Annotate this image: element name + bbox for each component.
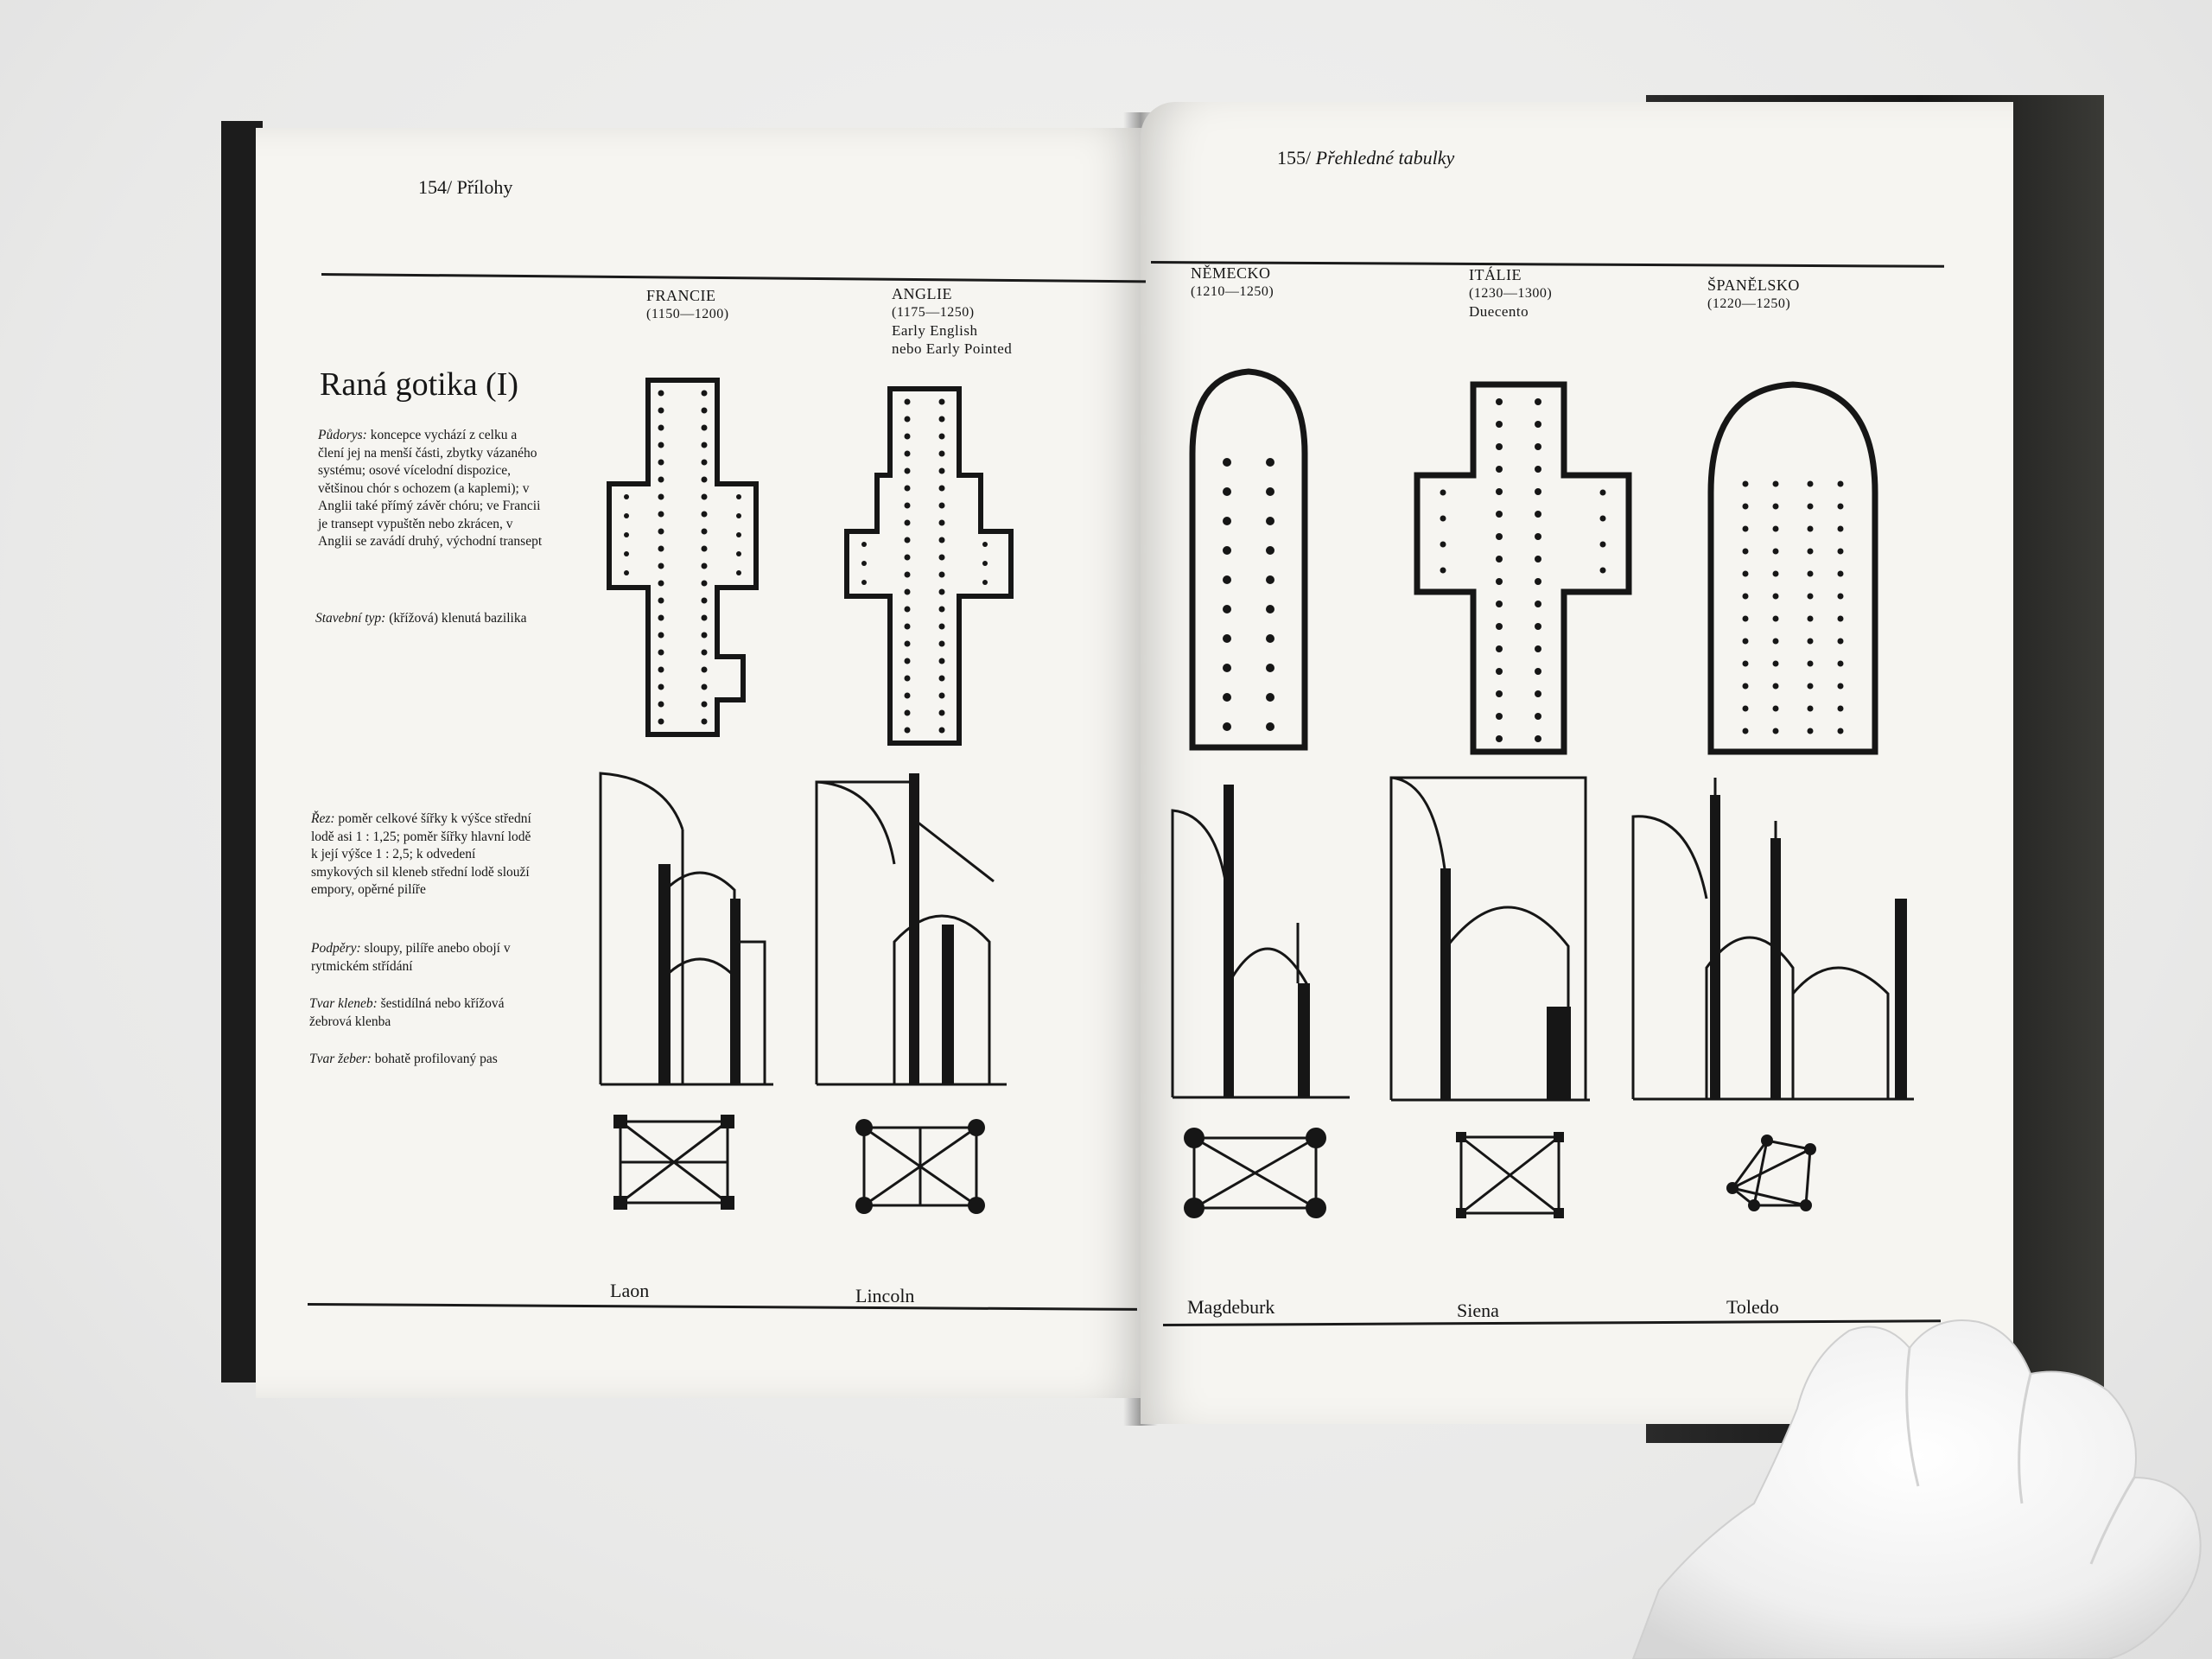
pier-mark: [1808, 481, 1814, 487]
pier-mark: [702, 477, 708, 483]
pier-mark: [905, 486, 911, 492]
pier-mark: [658, 702, 664, 708]
pier-mark: [939, 607, 945, 613]
header-italie: [1469, 266, 1552, 321]
pier-mark: [1838, 661, 1844, 667]
pier-mark: [658, 632, 664, 639]
pier-mark: [905, 468, 911, 474]
period-dates: (1230—1300): [1469, 286, 1553, 301]
pier-mark: [736, 513, 741, 518]
period-dates: (1220—1250): [1707, 296, 1791, 311]
pier-mark: [658, 442, 664, 448]
city-caption-siena: Siena: [1457, 1300, 1499, 1321]
header-nemecko: [1191, 264, 1274, 301]
cross-section-drawing-magdeburk: [1168, 776, 1354, 1104]
pier-mark: [939, 416, 945, 423]
pier-mark: [1808, 549, 1814, 555]
gloved-hand: [1624, 1279, 2212, 1659]
vault-plan-drawing-siena: [1456, 1132, 1564, 1218]
pier-mark: [702, 615, 708, 621]
pier-mark: [905, 416, 911, 423]
pier-mark: [1496, 735, 1503, 742]
period-dates: (1150—1200): [646, 307, 729, 321]
style-alias: Early English: [892, 322, 978, 339]
pier-mark: [1266, 634, 1274, 643]
pier-mark: [1496, 466, 1503, 473]
pier-mark: [702, 408, 708, 414]
pier-mark: [1808, 683, 1814, 690]
pier-mark: [1808, 639, 1814, 645]
pier-mark: [1266, 546, 1274, 555]
pier-mark: [1743, 616, 1749, 622]
pier-mark: [1773, 639, 1779, 645]
pier-mark: [1808, 706, 1814, 712]
pier-mark: [702, 391, 708, 397]
pier-mark: [905, 710, 911, 716]
pier-mark: [1535, 556, 1541, 563]
pier-mark: [1223, 546, 1231, 555]
pier-mark: [736, 551, 741, 556]
floor-plan-drawing-laon: [579, 372, 786, 752]
pier-mark: [702, 546, 708, 552]
pier-mark: [1743, 594, 1749, 600]
pier-mark: [905, 589, 911, 595]
pier-mark: [736, 494, 741, 499]
pier-mark: [1743, 661, 1749, 667]
period-dates: (1175—1250): [892, 305, 975, 320]
pier-mark: [658, 460, 664, 466]
style-alias: nebo Early Pointed: [892, 340, 1013, 357]
pier-mark: [982, 542, 988, 547]
pier-mark: [905, 399, 911, 405]
note-text: (křížová) klenutá bazilika: [389, 611, 527, 626]
period-dates: (1210—1250): [1191, 284, 1274, 299]
pier-mark: [736, 532, 741, 537]
pier-mark: [658, 425, 664, 431]
pier-mark: [939, 486, 945, 492]
left-page-header-title: Přílohy: [456, 176, 513, 198]
header-anglie: [892, 285, 1012, 358]
floor-plan-drawing-toledo: [1694, 363, 1892, 760]
pier-mark: [1838, 504, 1844, 510]
pier-mark: [1496, 398, 1503, 405]
pier-mark: [1838, 728, 1844, 734]
pier-mark: [1266, 664, 1274, 672]
pier-mark: [1838, 706, 1844, 712]
pier-mark: [1808, 504, 1814, 510]
pier-mark: [658, 650, 664, 656]
pier-mark: [1496, 668, 1503, 675]
pier-mark: [1266, 693, 1274, 702]
pier-mark: [1600, 516, 1606, 522]
pier-mark: [658, 684, 664, 690]
pier-mark: [1743, 504, 1749, 510]
pier-mark: [861, 561, 867, 566]
pier-mark: [939, 503, 945, 509]
pier-mark: [658, 563, 664, 569]
pier-mark: [939, 451, 945, 457]
right-page-number: 155/: [1277, 147, 1312, 168]
note-vault-shape: [309, 995, 534, 1031]
city-caption-laon: Laon: [610, 1280, 650, 1301]
pier-mark: [1535, 713, 1541, 720]
pier-mark: [1266, 458, 1274, 467]
pier-mark: [624, 570, 629, 575]
note-label: Tvar kleneb:: [309, 996, 378, 1011]
pier-mark: [1223, 664, 1231, 672]
pier-mark: [1496, 601, 1503, 607]
pier-mark: [1535, 443, 1541, 450]
pier-mark: [982, 580, 988, 585]
pier-mark: [702, 425, 708, 431]
note-label: Řez:: [311, 811, 335, 826]
left-page-number: 154/: [418, 176, 453, 198]
pier-mark: [702, 512, 708, 518]
note-text: bohatě profilovaný pas: [374, 1052, 498, 1066]
pier-mark: [861, 542, 867, 547]
pier-mark: [939, 520, 945, 526]
note-text: šestidílná nebo křížová žebrová klenba: [309, 996, 505, 1029]
pier-mark: [861, 580, 867, 585]
note-label: Stavební typ:: [315, 611, 386, 626]
pier-mark: [658, 512, 664, 518]
note-label: Tvar žeber:: [309, 1052, 372, 1066]
pier-mark: [658, 581, 664, 587]
city-caption-toledo: Toledo: [1726, 1296, 1779, 1318]
cross-section-drawing-siena: [1387, 773, 1594, 1106]
left-running-head: [418, 176, 512, 199]
pier-mark: [905, 693, 911, 699]
pier-mark: [1535, 668, 1541, 675]
pier-mark: [658, 529, 664, 535]
pier-mark: [939, 641, 945, 647]
pier-mark: [702, 650, 708, 656]
pier-mark: [1838, 549, 1844, 555]
floor-plan-drawing-siena: [1408, 380, 1642, 760]
note-text: poměr celkové šířky k výšce střední lodě asi 1 : 1,25; poměr šířky hlavní lodě k její výšce 1 : 2,5; k odvedení smykových sil kleneb střední lodě slouží empory, opěrné pilíře: [311, 811, 531, 897]
pier-mark: [1600, 542, 1606, 548]
pier-mark: [1838, 616, 1844, 622]
pier-mark: [1223, 458, 1231, 467]
pier-mark: [1440, 490, 1446, 496]
pier-mark: [1496, 578, 1503, 585]
country-name: FRANCIE: [646, 287, 716, 304]
pier-mark: [702, 494, 708, 500]
pier-mark: [1266, 487, 1274, 496]
header-spanelsko: [1707, 276, 1800, 313]
pier-mark: [1600, 568, 1606, 574]
pier-mark: [1808, 661, 1814, 667]
pier-mark: [1808, 728, 1814, 734]
pier-mark: [736, 570, 741, 575]
pier-mark: [905, 658, 911, 664]
pier-mark: [1440, 568, 1446, 574]
pier-mark: [1773, 706, 1779, 712]
pier-mark: [939, 728, 945, 734]
pier-mark: [1535, 488, 1541, 495]
pier-mark: [1496, 556, 1503, 563]
pier-mark: [1535, 578, 1541, 585]
pier-mark: [939, 710, 945, 716]
pier-mark: [1223, 575, 1231, 584]
pier-mark: [1535, 690, 1541, 697]
pier-mark: [1535, 511, 1541, 518]
pier-mark: [1266, 605, 1274, 613]
pier-mark: [702, 529, 708, 535]
pier-mark: [1743, 683, 1749, 690]
pier-mark: [624, 551, 629, 556]
cross-section-drawing-lincoln: [812, 769, 1011, 1097]
pier-mark: [905, 520, 911, 526]
note-rib-shape: [309, 1051, 534, 1069]
pier-mark: [658, 408, 664, 414]
pier-mark: [1838, 571, 1844, 577]
pier-mark: [939, 624, 945, 630]
pier-mark: [702, 598, 708, 604]
pier-mark: [658, 598, 664, 604]
pier-mark: [1496, 645, 1503, 652]
pier-mark: [1496, 443, 1503, 450]
pier-mark: [1743, 728, 1749, 734]
pier-mark: [905, 451, 911, 457]
pier-mark: [702, 581, 708, 587]
pier-mark: [1743, 571, 1749, 577]
pier-mark: [624, 494, 629, 499]
pier-mark: [624, 532, 629, 537]
pier-mark: [1496, 488, 1503, 495]
pier-mark: [1535, 623, 1541, 630]
note-building-type: [315, 610, 540, 628]
right-page-header-title: Přehledné tabulky: [1315, 147, 1455, 168]
pier-mark: [1808, 526, 1814, 532]
cross-section-drawing-laon: [596, 769, 778, 1097]
pier-mark: [1743, 549, 1749, 555]
note-label: Podpěry:: [311, 941, 361, 956]
cross-section-drawing-toledo: [1629, 769, 1918, 1102]
pier-mark: [939, 434, 945, 440]
pier-mark: [1838, 683, 1844, 690]
country-name: ŠPANĚLSKO: [1707, 276, 1800, 294]
pier-mark: [905, 503, 911, 509]
country-name: ANGLIE: [892, 285, 952, 302]
pier-mark: [1773, 728, 1779, 734]
pier-mark: [702, 702, 708, 708]
vault-plan-drawing-magdeburk: [1184, 1128, 1326, 1218]
pier-mark: [905, 607, 911, 613]
pier-mark: [982, 561, 988, 566]
pier-mark: [1773, 481, 1779, 487]
pier-mark: [1773, 504, 1779, 510]
pier-mark: [939, 693, 945, 699]
note-section: [311, 810, 536, 899]
pier-mark: [1773, 549, 1779, 555]
pier-mark: [939, 468, 945, 474]
note-text: sloupy, pilíře anebo obojí v rytmickém střídání: [311, 941, 511, 974]
vault-plan-drawing-laon: [613, 1115, 734, 1210]
pier-mark: [1223, 693, 1231, 702]
pier-mark: [939, 555, 945, 561]
pier-mark: [1773, 616, 1779, 622]
pier-mark: [905, 572, 911, 578]
pier-mark: [1600, 490, 1606, 496]
pier-mark: [624, 513, 629, 518]
pier-mark: [1838, 594, 1844, 600]
pier-mark: [1808, 571, 1814, 577]
note-supports: [311, 940, 536, 976]
note-floor-plan: [318, 427, 543, 551]
pier-mark: [939, 572, 945, 578]
pier-mark: [905, 641, 911, 647]
pier-mark: [1773, 683, 1779, 690]
pier-mark: [658, 667, 664, 673]
pier-mark: [939, 399, 945, 405]
pier-mark: [1223, 605, 1231, 613]
pier-mark: [702, 563, 708, 569]
pier-mark: [1535, 601, 1541, 607]
pier-mark: [1743, 706, 1749, 712]
pier-mark: [1440, 516, 1446, 522]
pier-mark: [1838, 481, 1844, 487]
pier-mark: [905, 676, 911, 682]
pier-mark: [1496, 690, 1503, 697]
pier-mark: [1496, 713, 1503, 720]
pier-mark: [1266, 575, 1274, 584]
pier-mark: [1266, 722, 1274, 731]
pier-mark: [1743, 526, 1749, 532]
pier-mark: [905, 434, 911, 440]
pier-mark: [1773, 594, 1779, 600]
pier-mark: [702, 460, 708, 466]
pier-mark: [658, 719, 664, 725]
pier-mark: [1838, 526, 1844, 532]
section-title: Raná gotika (I): [320, 366, 519, 403]
country-name: NĚMECKO: [1191, 264, 1271, 282]
city-caption-lincoln: Lincoln: [855, 1285, 915, 1306]
pier-mark: [702, 719, 708, 725]
pier-mark: [702, 632, 708, 639]
pier-mark: [1535, 421, 1541, 428]
vault-plan-drawing-toledo: [1719, 1123, 1823, 1214]
pier-mark: [905, 555, 911, 561]
floor-plan-drawing-magdeburk: [1166, 359, 1331, 756]
pier-mark: [1496, 533, 1503, 540]
pier-mark: [1838, 639, 1844, 645]
pier-mark: [702, 442, 708, 448]
pier-mark: [1535, 735, 1541, 742]
pier-mark: [939, 589, 945, 595]
style-alias: Duecento: [1469, 303, 1529, 320]
country-name: ITÁLIE: [1469, 266, 1522, 283]
floor-plan-drawing-lincoln: [838, 380, 1028, 752]
pier-mark: [939, 676, 945, 682]
pier-mark: [658, 494, 664, 500]
pier-mark: [1773, 526, 1779, 532]
pier-mark: [1496, 421, 1503, 428]
header-francie: [646, 287, 729, 323]
pier-mark: [1743, 639, 1749, 645]
pier-mark: [939, 537, 945, 543]
pier-mark: [1773, 571, 1779, 577]
pier-mark: [1808, 594, 1814, 600]
pier-mark: [905, 537, 911, 543]
pier-mark: [905, 728, 911, 734]
pier-mark: [702, 684, 708, 690]
pier-mark: [1773, 661, 1779, 667]
pier-mark: [1535, 533, 1541, 540]
pier-mark: [658, 615, 664, 621]
pier-mark: [658, 391, 664, 397]
pier-mark: [905, 624, 911, 630]
pier-mark: [1496, 623, 1503, 630]
pier-mark: [939, 658, 945, 664]
right-running-head: [1277, 147, 1454, 169]
pier-mark: [1496, 511, 1503, 518]
pier-mark: [1535, 466, 1541, 473]
pier-mark: [1223, 517, 1231, 525]
pier-mark: [1223, 722, 1231, 731]
city-caption-magdeburk: Magdeburk: [1187, 1296, 1275, 1318]
pier-mark: [658, 546, 664, 552]
note-label: Půdorys:: [318, 428, 367, 442]
pier-mark: [1743, 481, 1749, 487]
note-text: koncepce vychází z celku a člení jej na menší části, zbytky vázaného systému; osové vícelodní dispozice, většinou chór s ochozem (a kaplemi); v Anglii také přímý závěr chóru; ve Francii je transept vypuštěn nebo zkrácen, v Anglii se zavádí druhý, východní transept: [318, 428, 543, 549]
pier-mark: [702, 667, 708, 673]
pier-mark: [658, 477, 664, 483]
pier-mark: [1223, 487, 1231, 496]
pier-mark: [1808, 616, 1814, 622]
pier-mark: [1440, 542, 1446, 548]
pier-mark: [1223, 634, 1231, 643]
pier-mark: [1266, 517, 1274, 525]
vault-plan-drawing-lincoln: [855, 1119, 985, 1214]
pier-mark: [1535, 645, 1541, 652]
pier-mark: [1535, 398, 1541, 405]
